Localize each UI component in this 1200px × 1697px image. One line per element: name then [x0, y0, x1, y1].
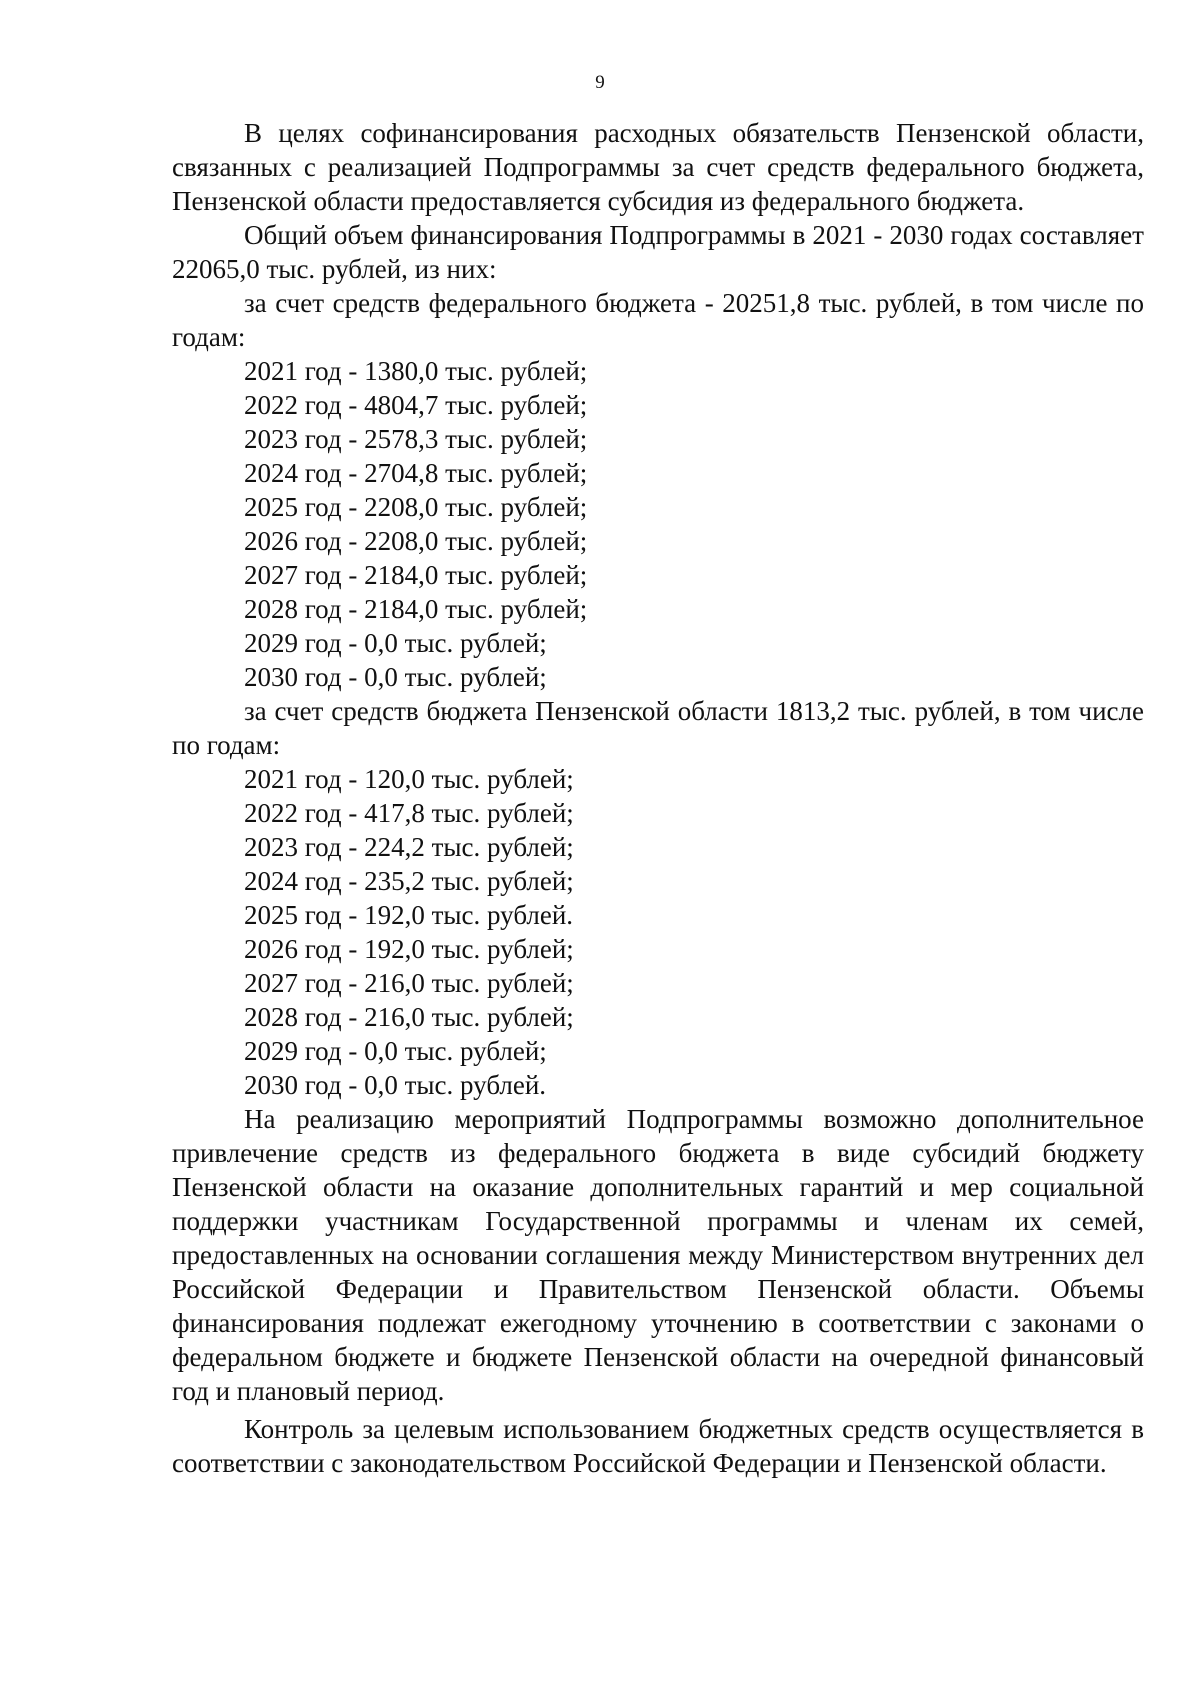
list-item: 2029 год - 0,0 тыс. рублей;	[244, 1036, 547, 1066]
list-item: 2025 год - 2208,0 тыс. рублей;	[244, 492, 588, 522]
paragraph-cofinancing: В целях софинансирования расходных обязательств Пензенской области, связанных с реализацией Подпрограммы за счет средств федерального бюджета, Пензенской области предоставляется субсидия из федерального бюджета.	[172, 118, 1144, 216]
list-item: 2026 год - 2208,0 тыс. рублей;	[244, 526, 588, 556]
list-item: 2029 год - 0,0 тыс. рублей;	[244, 628, 547, 658]
list-item: 2024 год - 235,2 тыс. рублей;	[244, 866, 574, 896]
federal-budget-intro: за счет средств федерального бюджета - 20251,8 тыс. рублей, в том числе по годам:	[172, 288, 1144, 352]
regional-budget-intro: за счет средств бюджета Пензенской области 1813,2 тыс. рублей, в том числе по годам:	[172, 696, 1144, 760]
list-item: 2028 год - 2184,0 тыс. рублей;	[244, 594, 588, 624]
paragraph-additional-funding: На реализацию мероприятий Подпрограммы возможно дополнительное привлечение средств из федерального бюджета в виде субсидий бюджету Пензенской области на оказание дополнительных гарантий и мер социальной поддержки участникам Государственной программы и членам их семей, предоставленных на основании соглашения между Министерством внутренних дел Российской Федерации и Правительством Пензенской области. Объемы финансирования подлежат ежегодному уточнению в соответствии с законами о федеральном бюджете и бюджете Пензенской области на очередной финансовый год и плановый период.	[172, 1104, 1144, 1406]
list-item: 2023 год - 224,2 тыс. рублей;	[244, 832, 574, 862]
list-item: 2028 год - 216,0 тыс. рублей;	[244, 1002, 574, 1032]
paragraph-control: Контроль за целевым использованием бюджетных средств осуществляется в соответствии с законодательством Российской Федерации и Пензенской области.	[172, 1414, 1144, 1478]
list-item: 2026 год - 192,0 тыс. рублей;	[244, 934, 574, 964]
list-item: 2030 год - 0,0 тыс. рублей;	[244, 662, 547, 692]
list-item: 2025 год - 192,0 тыс. рублей.	[244, 900, 574, 930]
list-item: 2021 год - 120,0 тыс. рублей;	[244, 764, 574, 794]
list-item: 2024 год - 2704,8 тыс. рублей;	[244, 458, 588, 488]
list-item: 2022 год - 417,8 тыс. рублей;	[244, 798, 574, 828]
federal-budget-list	[172, 354, 1144, 694]
list-item: 2030 год - 0,0 тыс. рублей.	[244, 1070, 547, 1100]
list-item: 2021 год - 1380,0 тыс. рублей;	[244, 356, 588, 386]
paragraph-total-volume: Общий объем финансирования Подпрограммы в 2021 - 2030 годах составляет 22065,0 тыс. рублей, из них:	[172, 220, 1144, 284]
page-number: 9	[595, 72, 605, 93]
list-item: 2027 год - 216,0 тыс. рублей;	[244, 968, 574, 998]
list-item: 2027 год - 2184,0 тыс. рублей;	[244, 560, 588, 590]
list-item: 2022 год - 4804,7 тыс. рублей;	[244, 390, 588, 420]
document-body	[172, 116, 1144, 1480]
list-item: 2023 год - 2578,3 тыс. рублей;	[244, 424, 588, 454]
regional-budget-list	[172, 762, 1144, 1102]
